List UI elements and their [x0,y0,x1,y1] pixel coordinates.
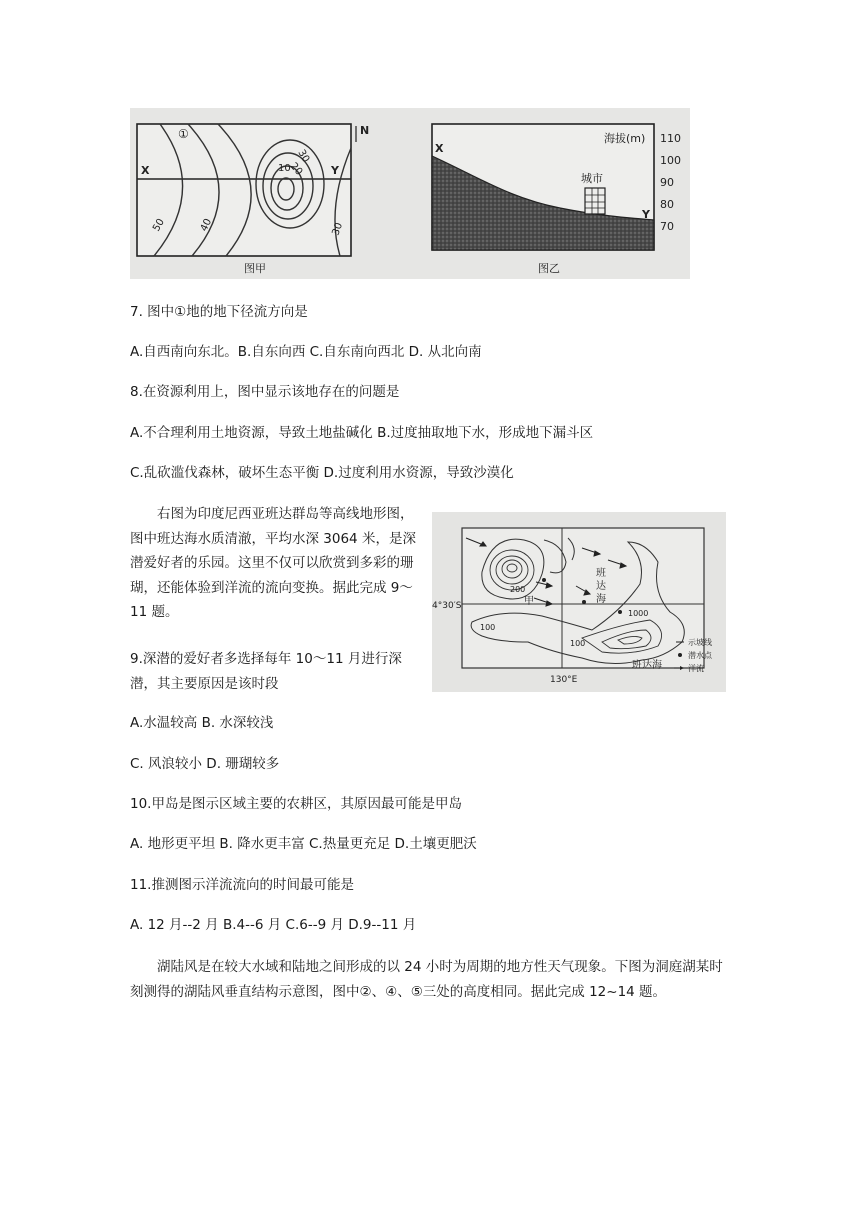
q8-options-2: C.乱砍滥伐森林，破坏生态平衡 D.过度利用水资源，导致沙漠化 [130,465,514,481]
q7-stem: 7. 图中①地的地下径流方向是 [130,304,308,320]
tick-110: 110 [660,132,681,145]
q9-options-2: C. 风浪较小 D. 珊瑚较多 [130,756,280,772]
sea-label-2: 达 [596,581,606,592]
tick-80: 80 [660,198,674,211]
q8-stem: 8.在资源利用上，图中显示该地存在的问题是 [130,384,400,400]
q11-stem: 11.推测图示洋流流向的时间最可能是 [130,877,354,893]
legend-dive-point: 潜水点 [688,651,712,660]
city-label: 城市 [581,172,603,185]
contour-30-top: 30 [295,148,312,165]
legend-current: 洋流 [688,664,704,673]
sea-name: 班达海 [632,660,662,671]
intro-9-11: 右图为印度尼西亚班达群岛等高线地形图，图中班达海水质清澈，平均水深 3064 米，是深潜爱好者的乐园。这里不仅可以欣赏到多彩的珊瑚，还能体验到洋流的流向变换。据此完成 9～11 题。 [130,506,416,620]
contour-100-right: 100 [570,639,586,648]
contour-10: 10 [278,163,291,174]
contour-1000: 1000 [628,609,649,618]
figure-contour-and-profile [130,108,690,279]
north-label: N [360,124,370,137]
caption-a: 图甲 [244,262,266,275]
island-jia-label: 甲 [524,596,534,607]
q7-options: A.自西南向东北。B.自东向西 C.自东南向西北 D. 从北向南 [130,344,482,360]
sea-label-3: 海 [596,594,606,605]
label-y: Y [331,164,339,177]
contour-30-right: 30 [330,221,346,238]
q8-options-1: A.不合理利用土地资源，导致土地盐碱化 B.过度抽取地下水，形成地下漏斗区 [130,425,594,441]
q9-stem: 9.深潜的爱好者多选择每年 10～11 月进行深潜，其主要原因是该时段 [130,651,402,692]
contour-50: 50 [151,216,167,234]
contour-100-left: 100 [480,623,496,632]
tick-90: 90 [660,176,674,189]
tick-70: 70 [660,220,674,233]
altitude-label: 海拔(m) [604,132,646,145]
panel-a-contour-map [137,124,369,275]
lon-label: 130°E [550,675,578,685]
intro-12-14: 湖陆风是在较大水域和陆地之间形成的以 24 小时为周期的地方性天气现象。下图为洞庭湖某时刻测得的湖陆风垂直结构示意图，图中②、④、⑤三处的高度相同。据此完成 12~14 题。 [130,959,723,1000]
caption-b: 图乙 [538,262,560,275]
q10-stem: 10.甲岛是图示区域主要的农耕区，其原因最可能是甲岛 [130,796,462,812]
lat-label: 4°30′S [432,601,462,611]
tick-100: 100 [660,154,681,167]
label-x-b: X [435,142,444,155]
marker-1: ① [178,127,189,141]
q9-options-1: A.水温较高 B. 水深较浅 [130,715,274,731]
q10-options: A. 地形更平坦 B. 降水更丰富 C.热量更充足 D.土壤更肥沃 [130,836,477,852]
q11-options: A. 12 月--2 月 B.4--6 月 C.6--9 月 D.9--11 月 [130,917,417,933]
contour-40: 40 [198,217,215,234]
sea-label-1: 班 [596,568,606,579]
legend-slope-line: 示坡线 [688,638,712,647]
contour-200: 200 [510,585,526,594]
contour-20: 20 [287,160,305,178]
label-x: X [141,164,150,177]
label-y-b: Y [642,208,650,221]
figure-banda-islands-map [432,512,726,692]
